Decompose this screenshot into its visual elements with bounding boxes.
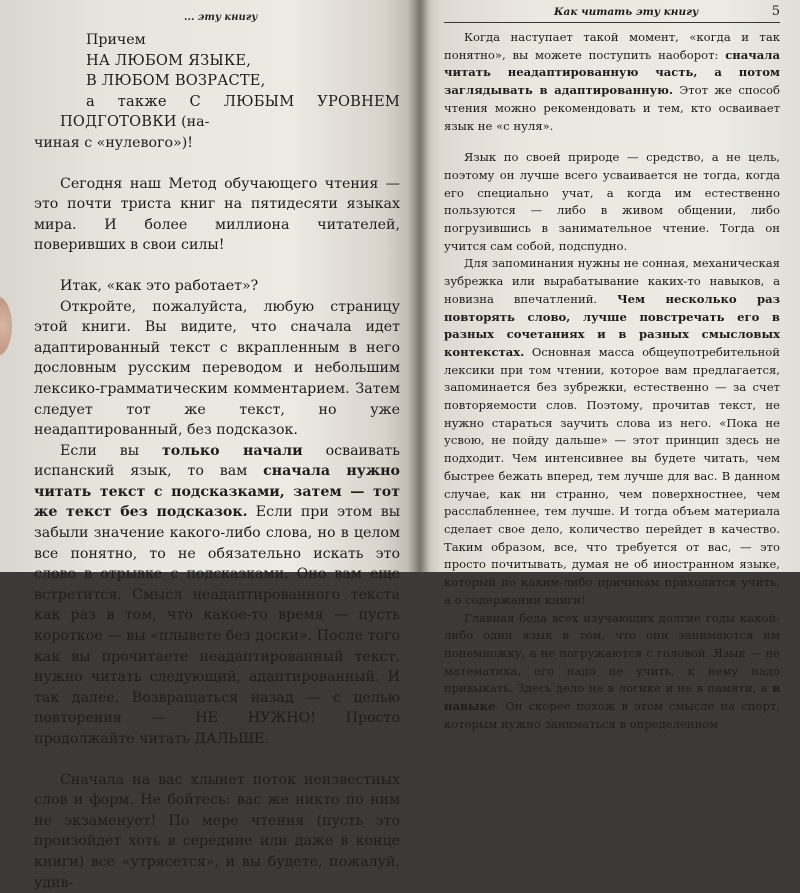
bold-run: Чем несколько раз повторять слово, лучше повстречать его в разных сочетаниях и в разных смысловых контекстах. [444, 291, 780, 359]
text-run: Для запоминания нужны не сонная, механическая зубрежка или вырабатывание каких-то навыков, а новизна впечатлений. [444, 256, 780, 306]
intro-line-5: чиная с «нулевого»)! [34, 134, 193, 151]
bold-run: в навыке [444, 681, 780, 714]
paragraph-language-nature: Язык по своей природе — средство, а не цель, поэтому он лучше всего усваивается не тогда, когда его специально учат, а когда им естественно пользуются — либо в живом общении, либо погрузившись в занимательное чтение. Тогда он учится сам собой, подспудно. [444, 150, 780, 253]
text-run: Если при этом вы забыли значение какого-либо слова, но в целом все понятно, то не обязательно искать это слово в отрывке с подсказками. Оно вам еще встретится. Смысл неадаптированного текста как раз в том, что какое-то время — пусть короткое — вы «плывете без доски». После того как вы прочитаете неадаптированный текст, нужно читать следующий, адаптированный. И так далее. Возвращаться назад — с целью повторения — НЕ НУЖНО! Просто продолжайте читать ДАЛЬШЕ. [34, 504, 400, 747]
intro-line-3: В ЛЮБОМ ВОЗРАСТЕ, [86, 72, 266, 90]
right-page-text [444, 29, 780, 733]
intro-line-4-caps: а также С ЛЮБЫМ УРОВНЕМ ПОДГОТОВКИ [60, 92, 400, 131]
paragraph-when-moment [444, 29, 780, 135]
right-running-head-title: Как читать эту книгу [554, 6, 699, 18]
bold-run: сначала нужно читать текст с подсказками, затем — тот же текст без подсказок. [34, 463, 400, 521]
text-run: Основная масса общеупотребительной лексики при том чтении, которое вам предлагается, запоминается без зубрежки, естественно — за счет повторяемости слов. Поэтому, прочитав текст, не нужно стараться заучить слова из него. «Пока не усвою, не пойду дальше» — этот принцип здесь не подходит. Чем интенсивнее вы будете читать, чем быстрее бежать вперед, тем лучше для вас. В данном случае, как ни странно, чем поверхностнее, чем расслабленнее, тем лучше. И тогда объем материала сделает свое дело, количество перейдет в качество. Таким образом, все, что требуется от вас, — это просто почитывать, думая не об иностранном языке, который по каким-либо причинам приходится учить, а о содержании книги! [444, 344, 780, 607]
text-run: Главная беда всех изучающих долгие годы какой-либо один язык в том, что они занимаются им понемножку, а не погружаются с головой. Язык — не математика, его надо не учить, к нему надо привыкать. Здесь дело не в логике и не в памяти, а [444, 610, 780, 696]
bold-run: только начали [161, 442, 303, 459]
text-run: осваивать испанский язык, то вам [34, 442, 401, 480]
intro-line-4 [34, 92, 400, 133]
paragraph-open-page: Откройте, пожалуйста, любую страницу этой книги. Вы видите, что сначала идет адаптированный текст с вкрапленным в него дословным русским переводом и небольшим лексико-грамматическим комментарием. Затем следует тот же текст, но уже неадаптированный, без подсказок. [34, 298, 400, 439]
text-run: Если вы [60, 442, 162, 459]
bold-run: сначала читать неадаптированную часть, а потом заглядывать в адаптированную. [444, 47, 780, 98]
text-run: Этот же способ чтения можно рекомендовать и тем, кто осваивает язык не «с нуля». [444, 83, 780, 133]
intro-line-1: Причем [86, 32, 146, 48]
paragraph-main-trouble [444, 610, 780, 734]
intro-line-4-tail: (на- [176, 114, 210, 131]
left-page-text [34, 30, 400, 893]
intro-line-2: НА ЛЮБОМ ЯЗЫКЕ, [86, 51, 252, 69]
text-run: . Он скорее похож в этом смысле на спорт, которым нужно заниматься в определенном [444, 699, 780, 731]
paragraph-flood: Сначала на вас хлынет поток неизвестных слов и форм. Не бойтесь: вас же никто по ним не экзаменует! По мере чтения (пусть это произойдет хоть в середине или даже в конце книги) все «утрясется», и вы будете, пожалуй, удив- [34, 771, 400, 891]
paragraph-method: Сегодня наш Метод обучающего чтения — это почти триста книг на пятидесяти языках мира. И более миллиона читателей, поверивших в свои силы! [34, 175, 400, 254]
paragraph-how-it-works: Итак, «как это работает»? [60, 277, 259, 294]
text-run: Когда наступает такой момент, «когда и так понятно», вы можете поступить наоборот: [444, 30, 780, 62]
left-running-head: ... эту книгу [184, 12, 258, 23]
right-running-head [444, 4, 780, 23]
book-gutter [408, 0, 430, 572]
paragraph-memorization [444, 255, 780, 609]
page-number: 5 [771, 4, 780, 19]
right-page [418, 0, 800, 731]
paragraph-if-beginner [34, 441, 400, 750]
